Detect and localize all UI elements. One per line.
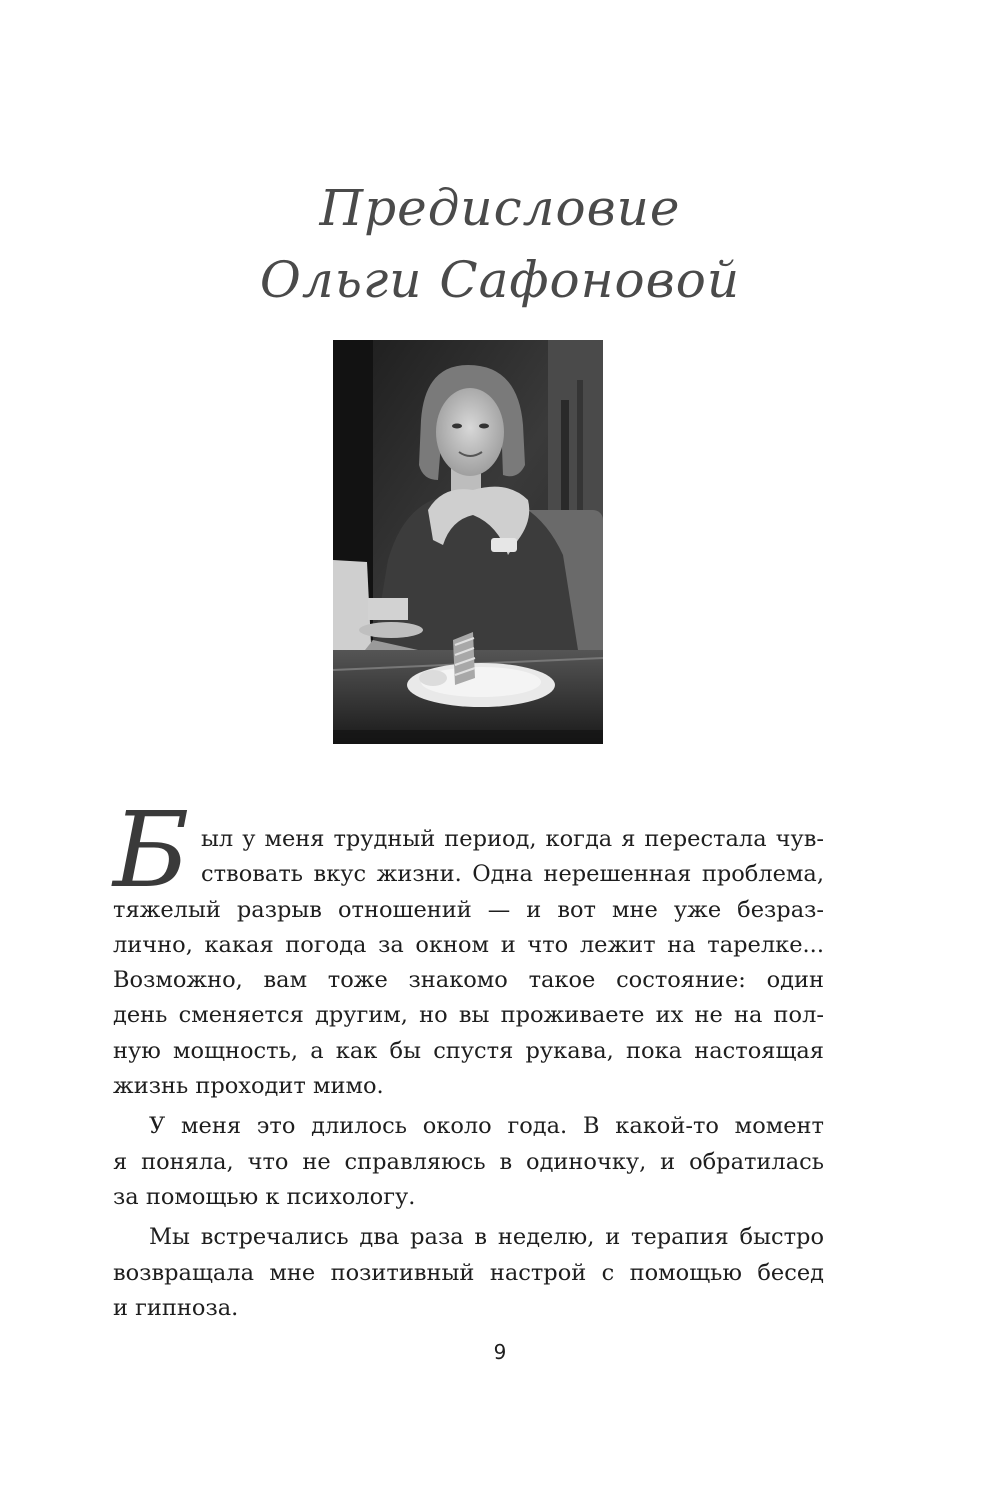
drop-cap: Б — [113, 789, 190, 911]
paragraph-1-line-7: ную мощность, а как бы спустя рукава, пока настоящая — [113, 1037, 824, 1064]
author-portrait-photo — [333, 340, 603, 744]
paragraph-1-line-2: ствовать вкус жизни. Одна нерешенная проблема, — [201, 861, 824, 888]
paragraph-3-line-2: возвращала мне позитивный настрой с помощью бесед — [113, 1259, 824, 1286]
chapter-title-line-2: Ольги Сафоновой — [259, 250, 741, 309]
paragraph-3-line-1: Мы встречались два раза в неделю, и терапия быстро — [149, 1224, 824, 1251]
paragraph-2-line-2: я поняла, что не справляюсь в одиночку, и обратилась — [113, 1148, 824, 1175]
paragraph-2-line-1: У меня это длилось около года. В какой-то момент — [149, 1113, 824, 1140]
body-text — [113, 822, 824, 1326]
paragraph-1-line-6: день сменяется другим, но вы проживаете их не на пол- — [113, 1002, 824, 1029]
paragraph-1-line-3: тяжелый разрыв отношений — и вот мне уже безраз- — [113, 896, 824, 923]
paragraph-1-line-4: лично, какая погода за окном и что лежит на тарелке... — [113, 931, 824, 958]
paragraph-3-line-3: и гипноза. — [113, 1294, 239, 1321]
paragraph-1-line-8: жизнь проходит мимо. — [113, 1073, 384, 1100]
paragraph-2-line-3: за помощью к психологу. — [113, 1183, 416, 1210]
paragraph-1-line-1: ыл у меня трудный период, когда я перестала чув- — [201, 826, 824, 852]
chapter-title-line-1: Предисловие — [319, 178, 681, 237]
chapter-title — [0, 172, 1000, 316]
page-number: 9 — [493, 1340, 507, 1364]
paragraph-1-line-5: Возможно, вам тоже знакомо такое состояние: один — [113, 967, 824, 994]
